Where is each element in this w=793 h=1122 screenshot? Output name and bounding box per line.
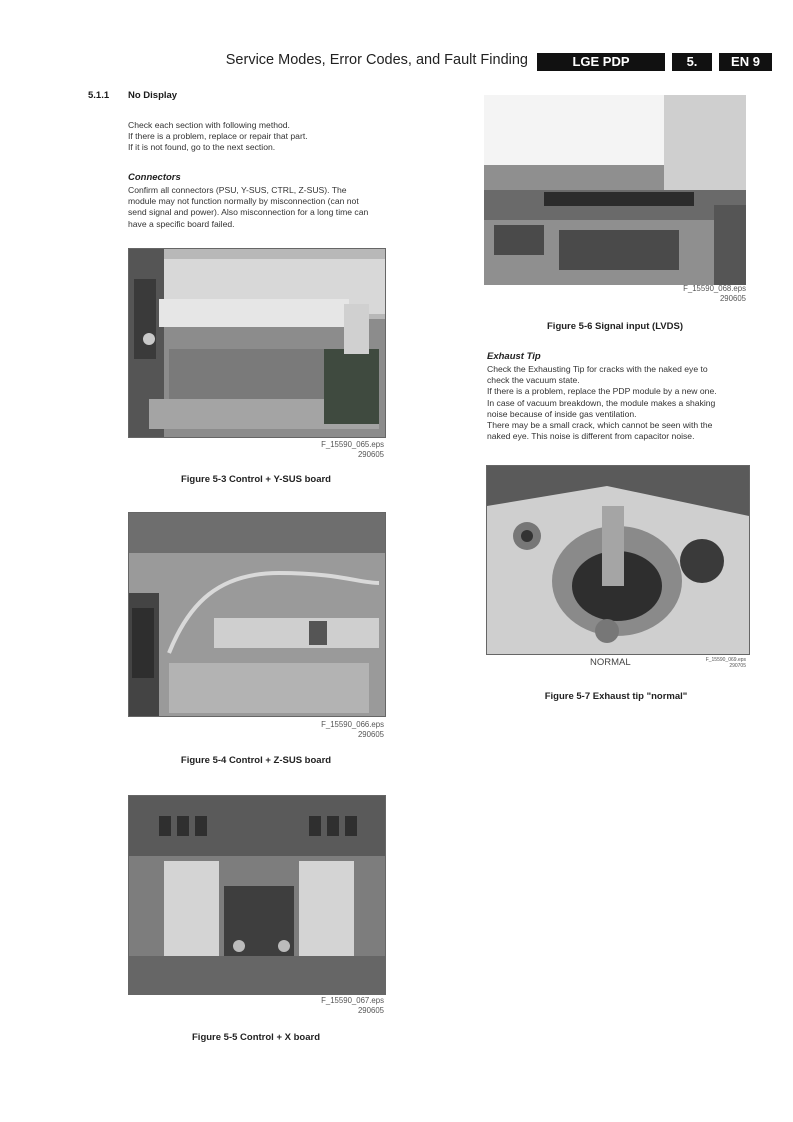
figure-date: 290605 [357, 1006, 384, 1015]
running-header-title: Service Modes, Error Codes, and Fault Finding [225, 52, 528, 68]
figure-5-5-photo [128, 795, 386, 995]
figure-5-6-photo [484, 95, 746, 285]
exhaust-tip-paragraph [487, 364, 762, 442]
figure-file-name: F_15590_068.eps [683, 284, 746, 293]
figure-file-name: F_15590_065.eps [321, 440, 384, 449]
figure-5-6-caption: Figure 5-6 Signal input (LVDS) [547, 321, 683, 332]
figure-5-7-caption: Figure 5-7 Exhaust tip "normal" [544, 691, 688, 702]
exhaust-line: Check the Exhausting Tip for cracks with the naked eye to [487, 364, 708, 374]
figure-5-7-reference [668, 657, 746, 669]
intro-paragraph [128, 120, 408, 154]
page-number-tag: EN 9 [719, 53, 772, 71]
figure-5-3-photo [128, 248, 386, 438]
exhaust-line: noise because of inside gas ventilation. [487, 408, 637, 419]
figure-date: 290605 [719, 294, 746, 303]
figure-5-7-photo [486, 465, 750, 655]
exhaust-line: naked eye. This noise is different from capacitor noise. [487, 431, 695, 442]
chapter-tag: 5. [672, 53, 712, 71]
figure-5-4-photo [128, 512, 386, 717]
connectors-paragraph [128, 185, 413, 230]
connectors-line: Confirm all connectors (PSU, Y-SUS, CTRL, Z-SUS). The [128, 185, 347, 195]
intro-line: Check each section with following method. [128, 120, 290, 130]
figure-date: 290605 [357, 730, 384, 739]
figure-5-4-caption: Figure 5-4 Control + Z-SUS board [180, 755, 332, 766]
intro-line: If it is not found, go to the next section. [128, 142, 276, 153]
figure-5-3-reference [228, 440, 384, 460]
exhaust-line: check the vacuum state. [487, 375, 580, 386]
figure-file-name: F_15590_069.eps [705, 657, 746, 663]
model-tag: LGE PDP [537, 53, 665, 71]
figure-file-name: F_15590_066.eps [321, 720, 384, 729]
figure-date: 290705 [729, 663, 746, 669]
figure-5-5-reference [228, 996, 384, 1016]
exhaust-line: In case of vacuum breakdown, the module makes a shaking [487, 397, 716, 408]
figure-date: 290605 [357, 450, 384, 459]
figure-5-3-caption: Figure 5-3 Control + Y-SUS board [180, 474, 331, 485]
connectors-heading: Connectors [128, 172, 181, 183]
figure-5-5-caption: Figure 5-5 Control + X board [192, 1032, 320, 1043]
exhaust-line: If there is a problem, replace the PDP module by a new one. [487, 386, 717, 397]
connectors-line: have a specific board failed. [128, 218, 235, 229]
figure-5-7-label: NORMAL [590, 657, 631, 668]
section-title: No Display [128, 90, 178, 101]
figure-5-4-reference [228, 720, 384, 740]
connectors-line: send signal and power). Also misconnection for a long time can [128, 207, 369, 218]
figure-5-6-reference [596, 284, 746, 304]
connectors-line: module may not function normally by misconnection (can not [128, 196, 359, 207]
section-number: 5.1.1 [88, 90, 110, 101]
intro-line: If there is a problem, replace or repair that part. [128, 131, 308, 142]
exhaust-tip-heading: Exhaust Tip [487, 351, 541, 362]
exhaust-line: There may be a small crack, which cannot be seen with the [487, 420, 713, 431]
figure-file-name: F_15590_067.eps [321, 996, 384, 1005]
